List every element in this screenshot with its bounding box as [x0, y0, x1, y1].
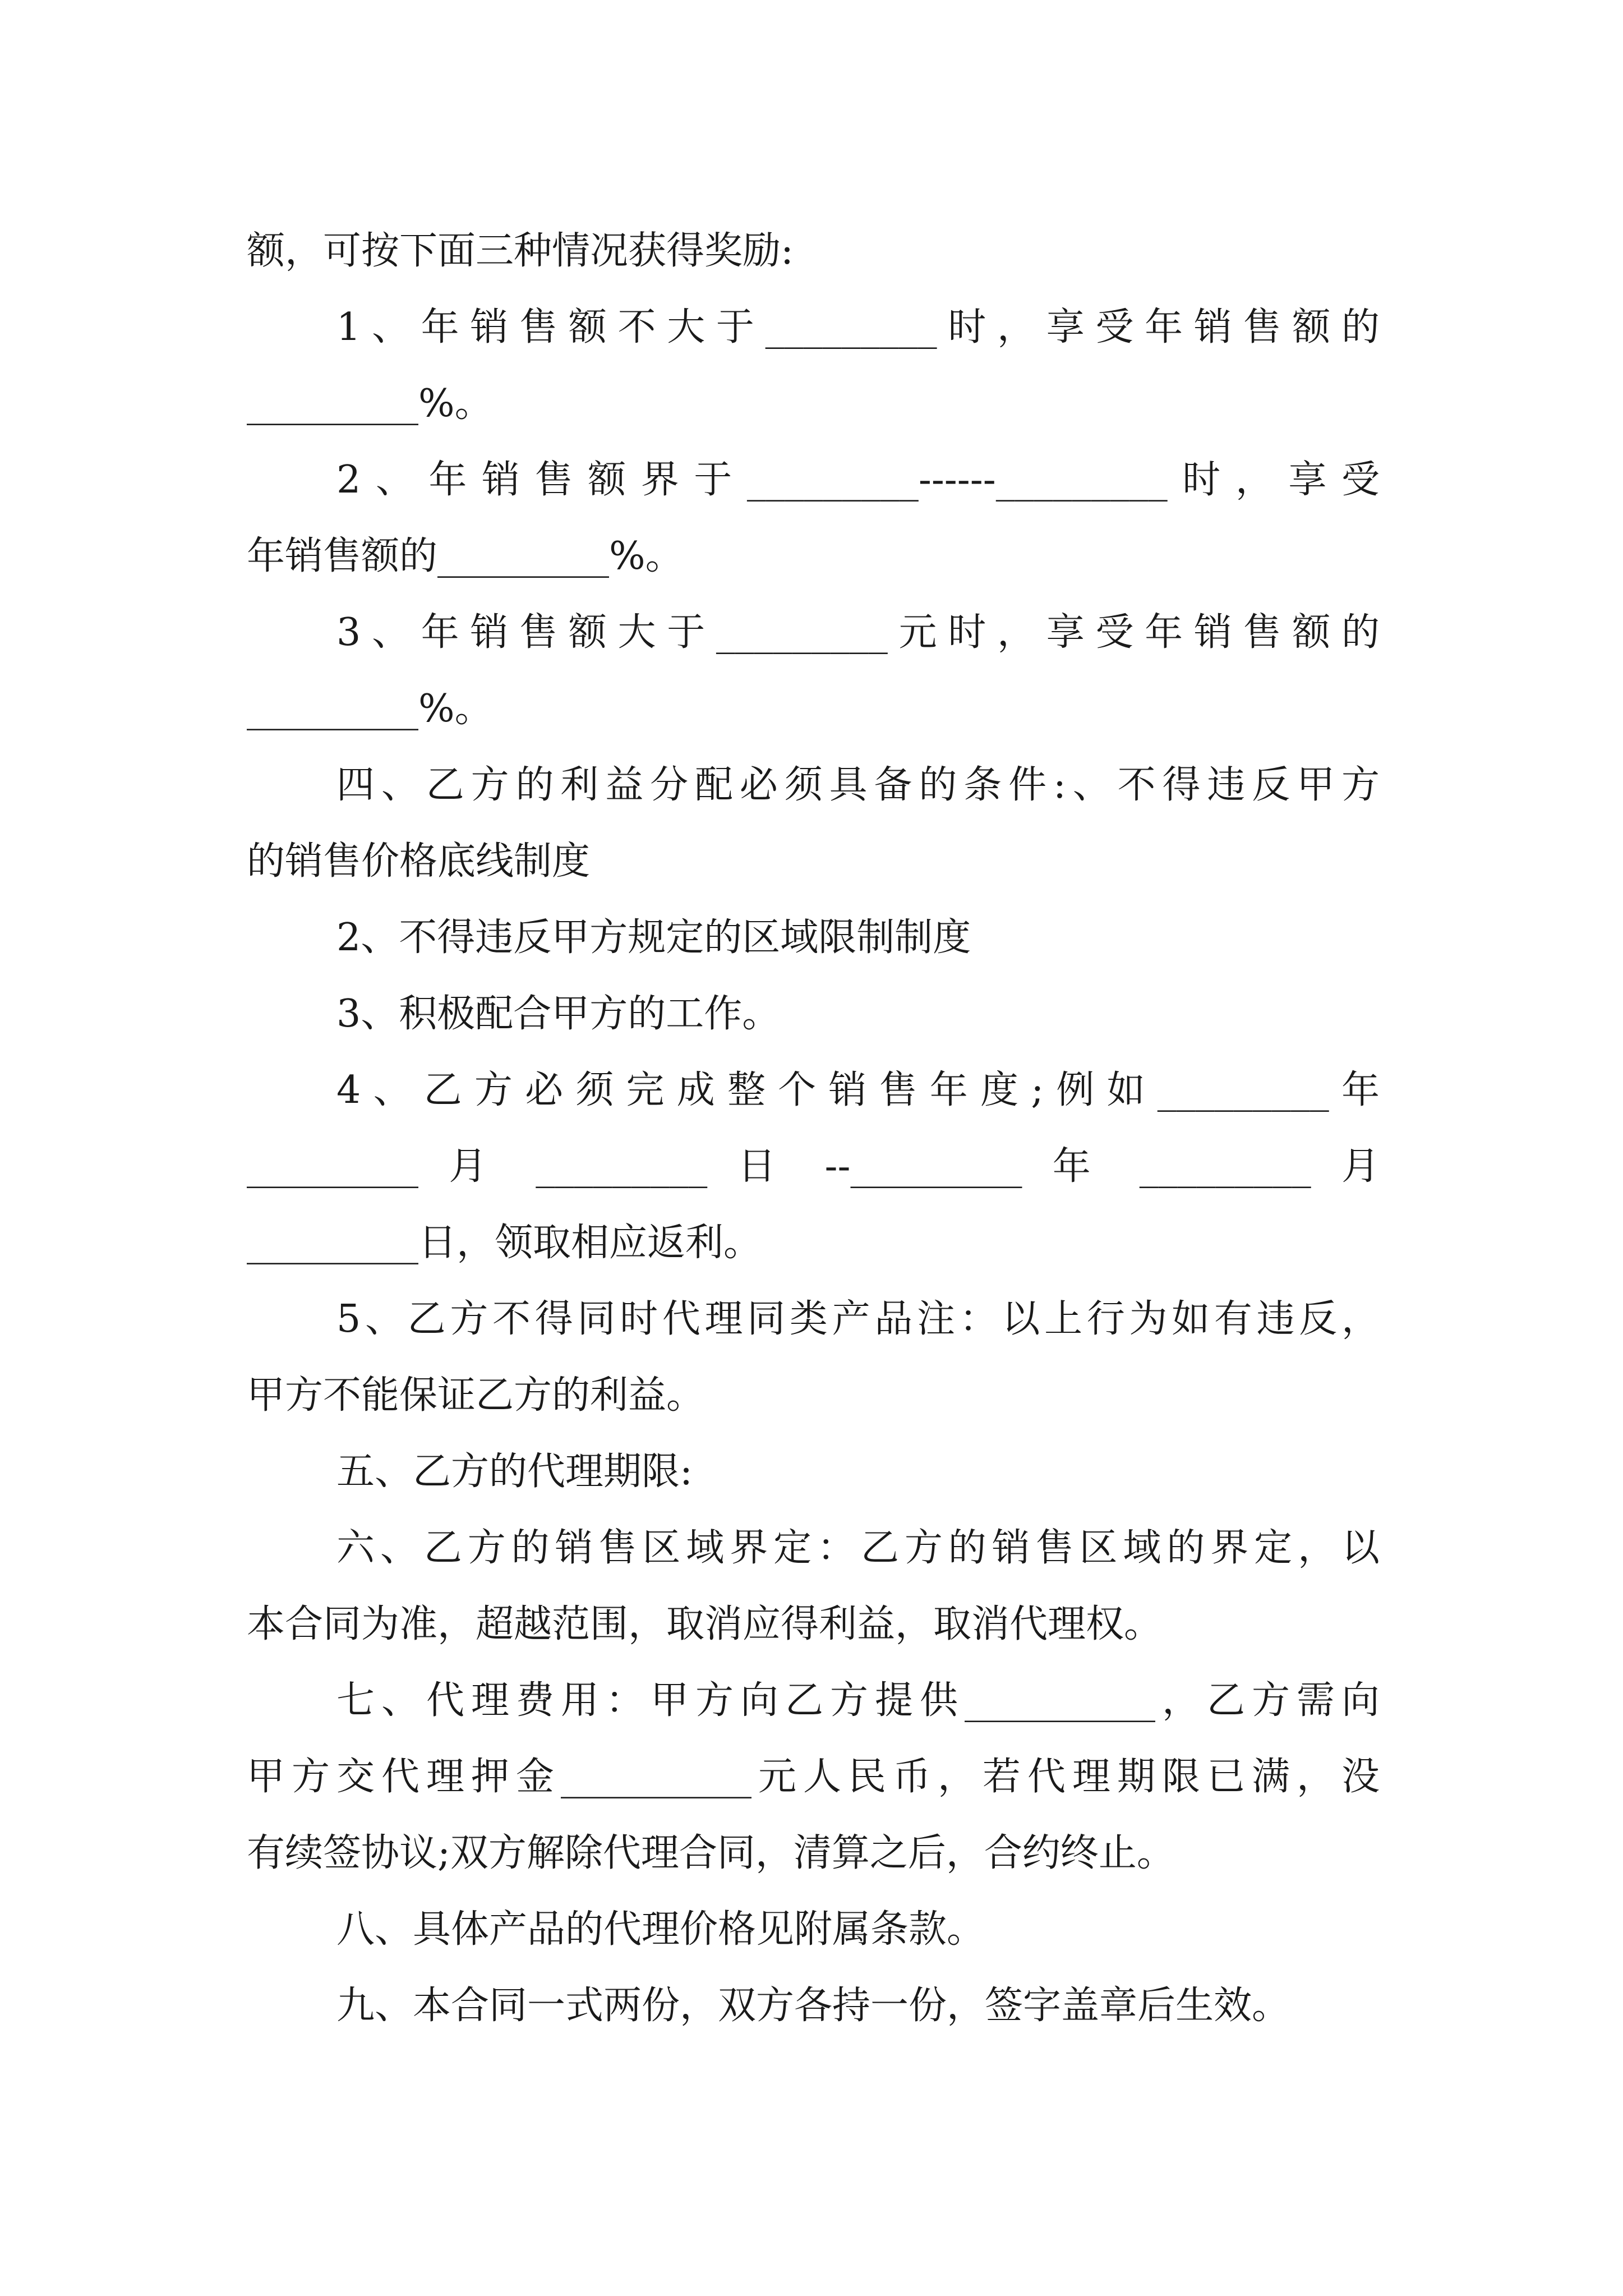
text-line: 七、代理费用：甲方向乙方提供__________，乙方需向 [336, 1678, 1380, 1723]
text-line: 五、乙方的代理期限: [336, 1450, 693, 1494]
text-line: 年销售额的_________%。 [247, 534, 684, 578]
text-line: 甲方不能保证乙方的利益。 [247, 1373, 705, 1418]
text-line: _________日，领取相应返利。 [247, 1221, 762, 1265]
text-line: _________ 月 _________ 日 --_________ 年 _________ 月 [247, 1144, 1380, 1189]
text-line: 甲方交代理押金__________元人民币，若代理期限已满，没 [247, 1755, 1380, 1799]
text-line: 1、年销售额不大于_________时，享受年销售额的 [336, 305, 1380, 349]
text-line: 八、具体产品的代理价格见附属条款。 [336, 1907, 985, 1952]
text-line: _________%。 [247, 381, 493, 426]
text-line: 的销售价格底线制度 [247, 839, 591, 884]
text-line: 2、年销售额界于_________------_________时，享受 [336, 458, 1380, 502]
text-line: 3、年销售额大于_________元时，享受年销售额的 [336, 610, 1380, 655]
text-line: 2、不得违反甲方规定的区域限制制度 [336, 915, 971, 960]
text-line: 额，可按下面三种情况获得奖励: [247, 229, 794, 273]
text-line: 六、乙方的销售区域界定：乙方的销售区域的界定，以 [336, 1526, 1380, 1570]
text-line: 3、积极配合甲方的工作。 [336, 992, 781, 1036]
text-line: 5、乙方不得同时代理同类产品注：以上行为如有违反， [336, 1297, 1380, 1341]
text-line: 本合同为准，超越范围，取消应得利益，取消代理权。 [247, 1602, 1163, 1646]
text-line: 4、乙方必须完成整个销售年度;例如_________年 [336, 1068, 1380, 1112]
text-line: 九、本合同一式两份，双方各持一份，签字盖章后生效。 [336, 1984, 1290, 2028]
text-line: 有续签协议;双方解除代理合同，清算之后，合约终止。 [247, 1831, 1175, 1875]
text-line: _________%。 [247, 687, 493, 731]
text-line: 四、乙方的利益分配必须具备的条件:、不得违反甲方 [336, 763, 1380, 807]
